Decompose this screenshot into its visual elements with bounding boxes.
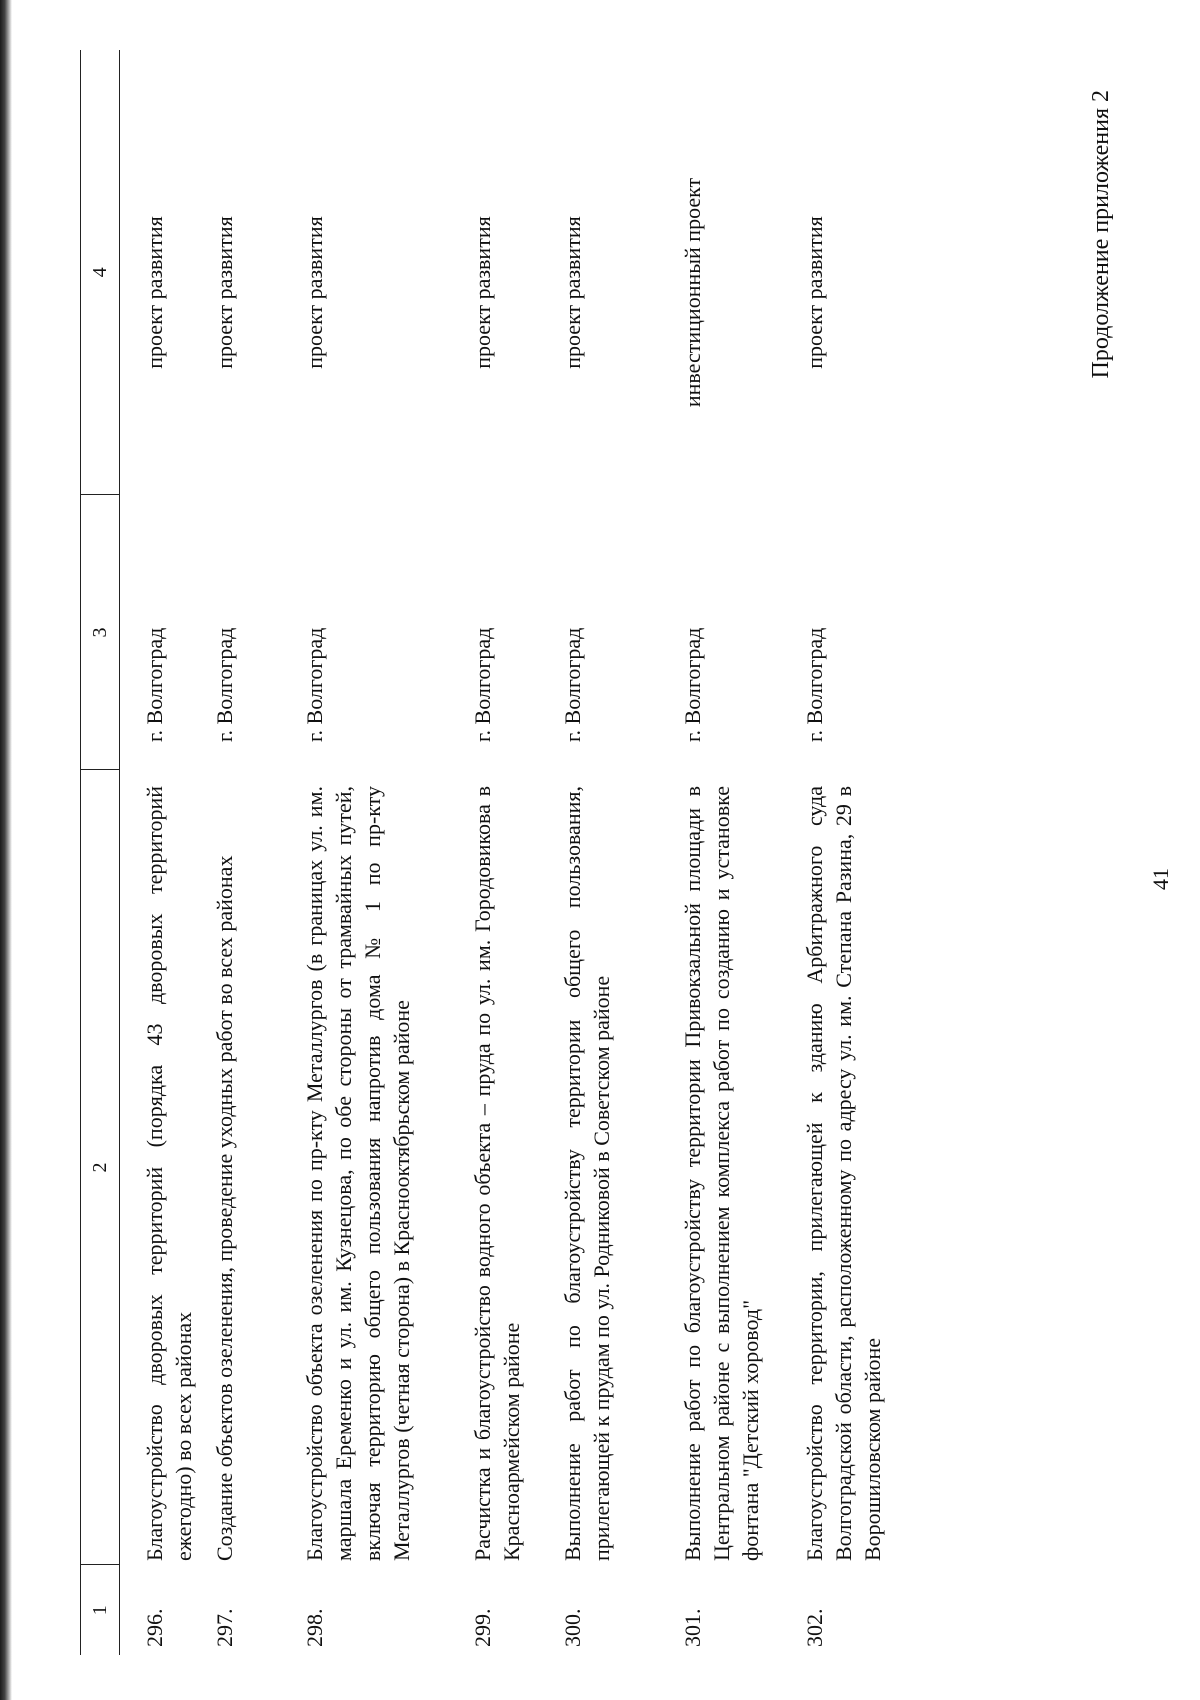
- row-description: Благоустройство территории, прилегающей к зданию Арбитражного суда Волгоградской области, расположенному по адресу ул. им. Степана Разина, 29 в Ворошиловском районе: [801, 786, 885, 1561]
- page-number: 41: [1148, 868, 1173, 890]
- row-number: 302.: [801, 1608, 827, 1647]
- row-number: 301.: [679, 1608, 705, 1647]
- table-row: [120, 50, 210, 1655]
- header-col-3: 3: [81, 495, 120, 770]
- row-number: 297.: [211, 1608, 237, 1647]
- table-row: [210, 50, 300, 1655]
- row-number: 300.: [559, 1608, 585, 1647]
- row-place: г. Волгоград: [801, 627, 827, 742]
- row-description: Расчистка и благоустройство водного объекта – пруда по ул. им. Городовикова в Красноармейском районе: [469, 786, 524, 1561]
- row-place: г. Волгоград: [211, 627, 237, 742]
- table-row: [300, 50, 468, 1655]
- row-place: г. Волгоград: [469, 627, 495, 742]
- row-place: г. Волгоград: [559, 627, 585, 742]
- table-row: [468, 50, 558, 1655]
- row-description: Благоустройство объекта озеленения по пр-кту Металлургов (в границах ул. им. маршала Еременко и ул. им. Кузнецова, по обе стороны от трамвайных путей, включая территорию общего пользования напротив дома № 1 по пр-кту Металлургов (четная сторона) в Краснооктябрьском районе: [301, 786, 414, 1561]
- row-type: инвестиционный проект: [679, 177, 705, 408]
- row-number: 299.: [469, 1608, 495, 1647]
- row-place: г. Волгоград: [301, 627, 327, 742]
- row-description: Благоустройство дворовых территорий (порядка 43 дворовых территорий ежегодно) во всех районах: [142, 786, 196, 1561]
- appendix-caption: Продолжение приложения 2: [1088, 90, 1114, 379]
- row-type: проект развития: [801, 216, 827, 369]
- row-type: проект развития: [559, 216, 585, 369]
- row-description: Выполнение работ по благоустройству территории общего пользования, прилегающей к прудам по ул. Родниковой в Советском районе: [559, 786, 614, 1561]
- table-row: [678, 50, 800, 1655]
- row-description: Создание объектов озеленения, проведение уходных работ во всех районах: [211, 855, 237, 1561]
- table-header-row: [81, 50, 120, 1655]
- row-number: 296.: [142, 1608, 167, 1647]
- header-col-4: 4: [81, 50, 120, 495]
- row-type: проект развития: [469, 216, 495, 369]
- row-place: г. Волгоград: [679, 627, 705, 742]
- row-type: проект развития: [211, 216, 237, 369]
- row-type: проект развития: [142, 216, 167, 369]
- projects-table: [80, 50, 900, 1655]
- row-type: проект развития: [301, 216, 327, 369]
- row-place: г. Волгоград: [142, 627, 167, 742]
- header-col-2: 2: [81, 770, 120, 1565]
- table-row: [558, 50, 678, 1655]
- table-row: [800, 50, 900, 1655]
- row-description: Выполнение работ по благоустройству территории Привокзальной площади в Центральном районе с выполнением комплекса работ по созданию и установке фонтана "Детский хоровод": [679, 786, 763, 1561]
- row-number: 298.: [301, 1608, 327, 1647]
- header-col-1: 1: [81, 1565, 120, 1655]
